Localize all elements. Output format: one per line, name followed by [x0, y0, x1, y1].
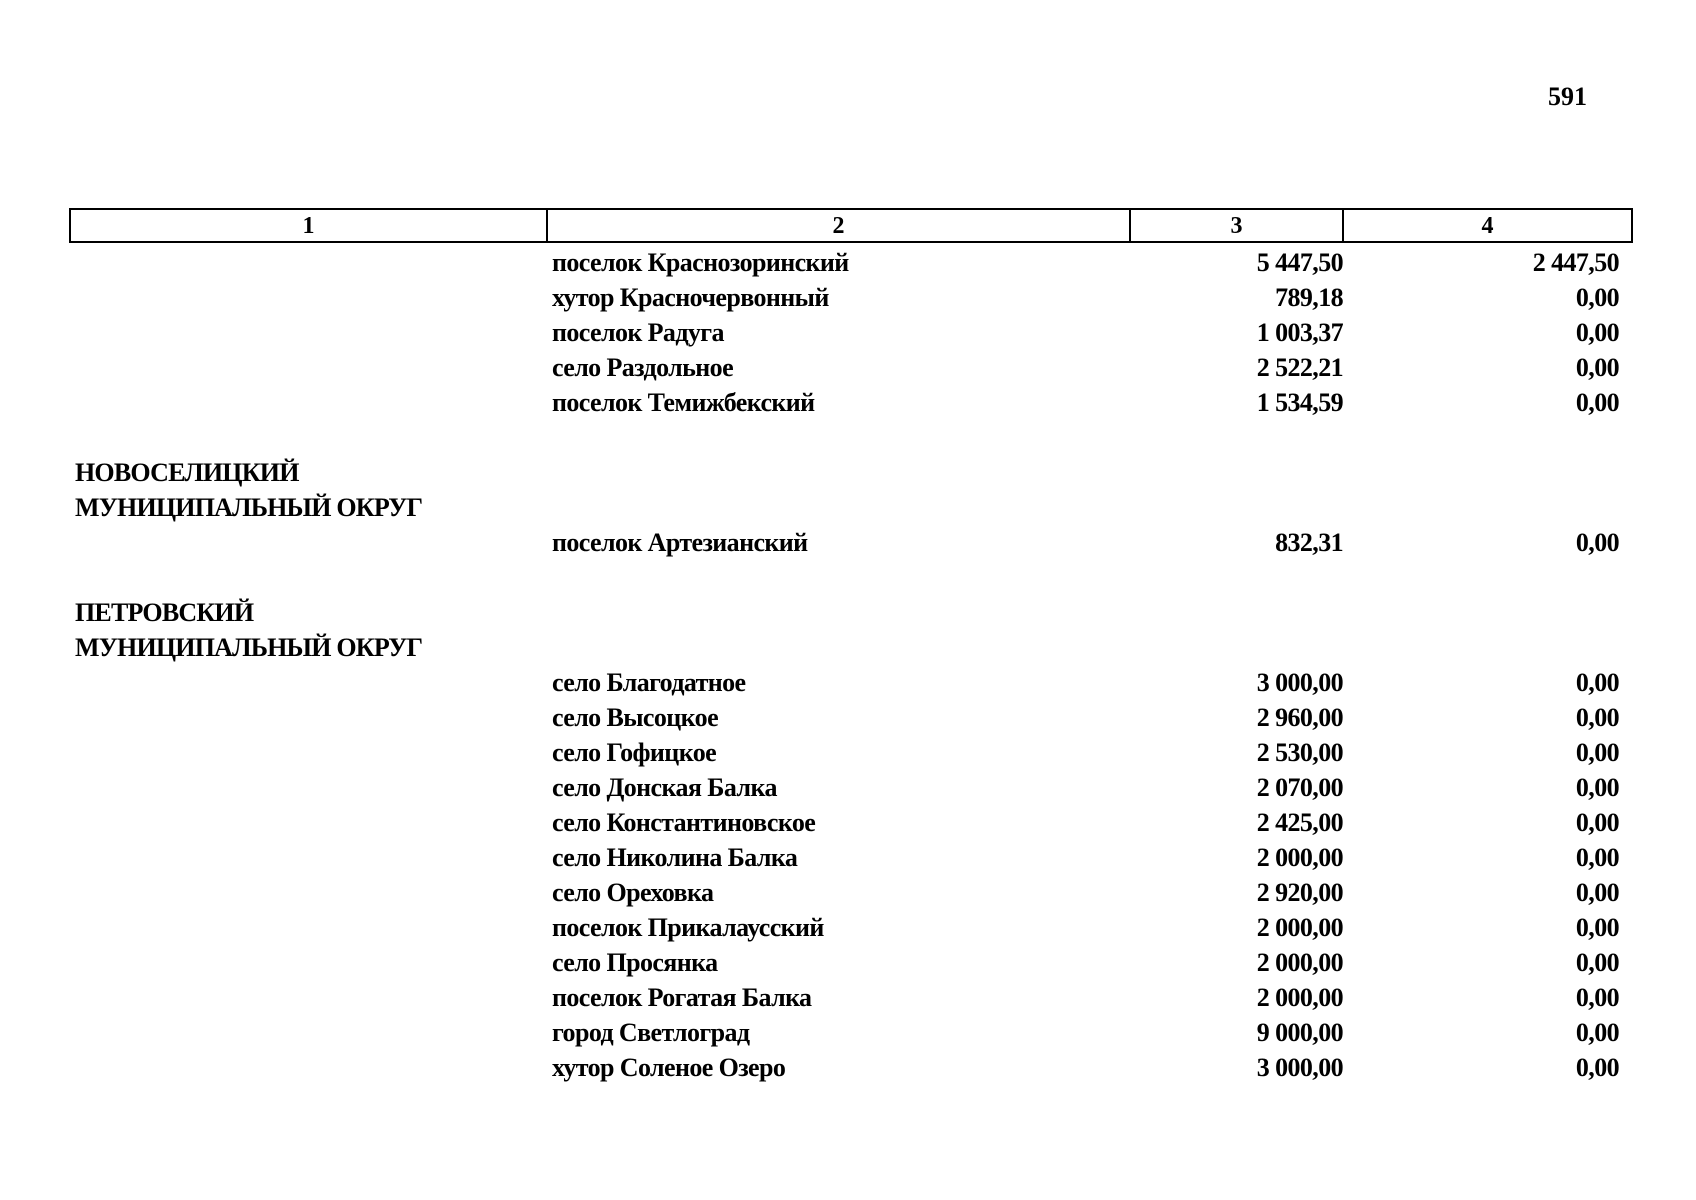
- table-row: [69, 735, 1633, 770]
- value-column-4: 2 447,50: [1532, 248, 1619, 277]
- table-row: [69, 1050, 1633, 1085]
- table-row: [69, 700, 1633, 735]
- spacer: [69, 560, 1633, 595]
- table-row: [69, 315, 1633, 350]
- value-column-3: 9 000,00: [1256, 1018, 1343, 1047]
- column-header-2: 2: [548, 210, 1131, 241]
- table-row: [69, 875, 1633, 910]
- table-row: [69, 525, 1633, 560]
- settlement-name: поселок Артезианский: [552, 528, 808, 557]
- value-column-4: 0,00: [1575, 703, 1619, 732]
- value-column-3: 5 447,50: [1256, 248, 1343, 277]
- value-column-4: 0,00: [1575, 948, 1619, 977]
- value-column-3: 2 920,00: [1256, 878, 1343, 907]
- settlement-name: село Просянка: [552, 948, 718, 977]
- value-column-3: 3 000,00: [1256, 1053, 1343, 1082]
- district-name-line: МУНИЦИПАЛЬНЫЙ ОКРУГ: [75, 633, 423, 662]
- settlement-name: село Ореховка: [552, 878, 714, 907]
- settlement-name: хутор Красночервонный: [552, 283, 829, 312]
- value-column-4: 0,00: [1575, 318, 1619, 347]
- table-row: [69, 980, 1633, 1015]
- table-row: [69, 770, 1633, 805]
- settlement-name: поселок Прикалаусский: [552, 913, 824, 942]
- settlement-name: село Раздольное: [552, 353, 734, 382]
- district-name-line: МУНИЦИПАЛЬНЫЙ ОКРУГ: [75, 493, 423, 522]
- value-column-3: 1 534,59: [1256, 388, 1343, 417]
- value-column-4: 0,00: [1575, 808, 1619, 837]
- settlement-name: поселок Краснозоринский: [552, 248, 849, 277]
- settlement-name: поселок Рогатая Балка: [552, 983, 812, 1012]
- value-column-4: 0,00: [1575, 983, 1619, 1012]
- table-row: [69, 350, 1633, 385]
- table-row: [69, 805, 1633, 840]
- value-column-4: 0,00: [1575, 773, 1619, 802]
- value-column-3: 3 000,00: [1256, 668, 1343, 697]
- table-body: [69, 245, 1633, 1085]
- table-row: [69, 910, 1633, 945]
- settlement-name: поселок Радуга: [552, 318, 724, 347]
- row-group: [69, 525, 1633, 560]
- page-number: 591: [1548, 82, 1587, 111]
- value-column-3: 2 522,21: [1256, 353, 1343, 382]
- column-header-1: 1: [71, 210, 548, 241]
- value-column-3: 2 000,00: [1256, 913, 1343, 942]
- value-column-4: 0,00: [1575, 528, 1619, 557]
- value-column-3: 789,18: [1275, 283, 1343, 312]
- settlement-name: село Донская Балка: [552, 773, 777, 802]
- settlement-name: поселок Темижбекский: [552, 388, 815, 417]
- settlement-name: село Гофицкое: [552, 738, 717, 767]
- table-row: [69, 945, 1633, 980]
- table-row: [69, 665, 1633, 700]
- row-group: [69, 245, 1633, 420]
- district-name-line: НОВОСЕЛИЦКИЙ: [75, 458, 299, 487]
- spacer: [69, 420, 1633, 455]
- value-column-4: 0,00: [1575, 1018, 1619, 1047]
- value-column-3: 1 003,37: [1256, 318, 1343, 347]
- district-heading: [69, 455, 1633, 525]
- table-row: [69, 1015, 1633, 1050]
- value-column-4: 0,00: [1575, 913, 1619, 942]
- settlement-name: город Светлоград: [552, 1018, 750, 1047]
- district-heading: [69, 595, 1633, 665]
- value-column-3: 2 000,00: [1256, 843, 1343, 872]
- table-row: [69, 385, 1633, 420]
- value-column-3: 832,31: [1275, 528, 1343, 557]
- district-name-line: ПЕТРОВСКИЙ: [75, 598, 254, 627]
- settlement-name: село Высоцкое: [552, 703, 719, 732]
- value-column-3: 2 070,00: [1256, 773, 1343, 802]
- value-column-3: 2 530,00: [1256, 738, 1343, 767]
- row-group: [69, 665, 1633, 1085]
- column-header-4: 4: [1481, 213, 1494, 239]
- value-column-4: 0,00: [1575, 388, 1619, 417]
- value-column-3: 2 000,00: [1256, 983, 1343, 1012]
- table-row: [69, 245, 1633, 280]
- column-header-3: 3: [1131, 210, 1344, 241]
- settlement-name: село Константиновское: [552, 808, 816, 837]
- settlement-name: село Благодатное: [552, 668, 746, 697]
- value-column-4: 0,00: [1575, 283, 1619, 312]
- value-column-4: 0,00: [1575, 353, 1619, 382]
- table-column-header: [69, 208, 1633, 243]
- value-column-4: 0,00: [1575, 878, 1619, 907]
- value-column-3: 2 425,00: [1256, 808, 1343, 837]
- settlement-name: село Николина Балка: [552, 843, 798, 872]
- value-column-3: 2 000,00: [1256, 948, 1343, 977]
- settlement-name: хутор Соленое Озеро: [552, 1053, 786, 1082]
- value-column-4: 0,00: [1575, 843, 1619, 872]
- value-column-4: 0,00: [1575, 1053, 1619, 1082]
- table-row: [69, 280, 1633, 315]
- value-column-4: 0,00: [1575, 668, 1619, 697]
- value-column-3: 2 960,00: [1256, 703, 1343, 732]
- table-row: [69, 840, 1633, 875]
- value-column-4: 0,00: [1575, 738, 1619, 767]
